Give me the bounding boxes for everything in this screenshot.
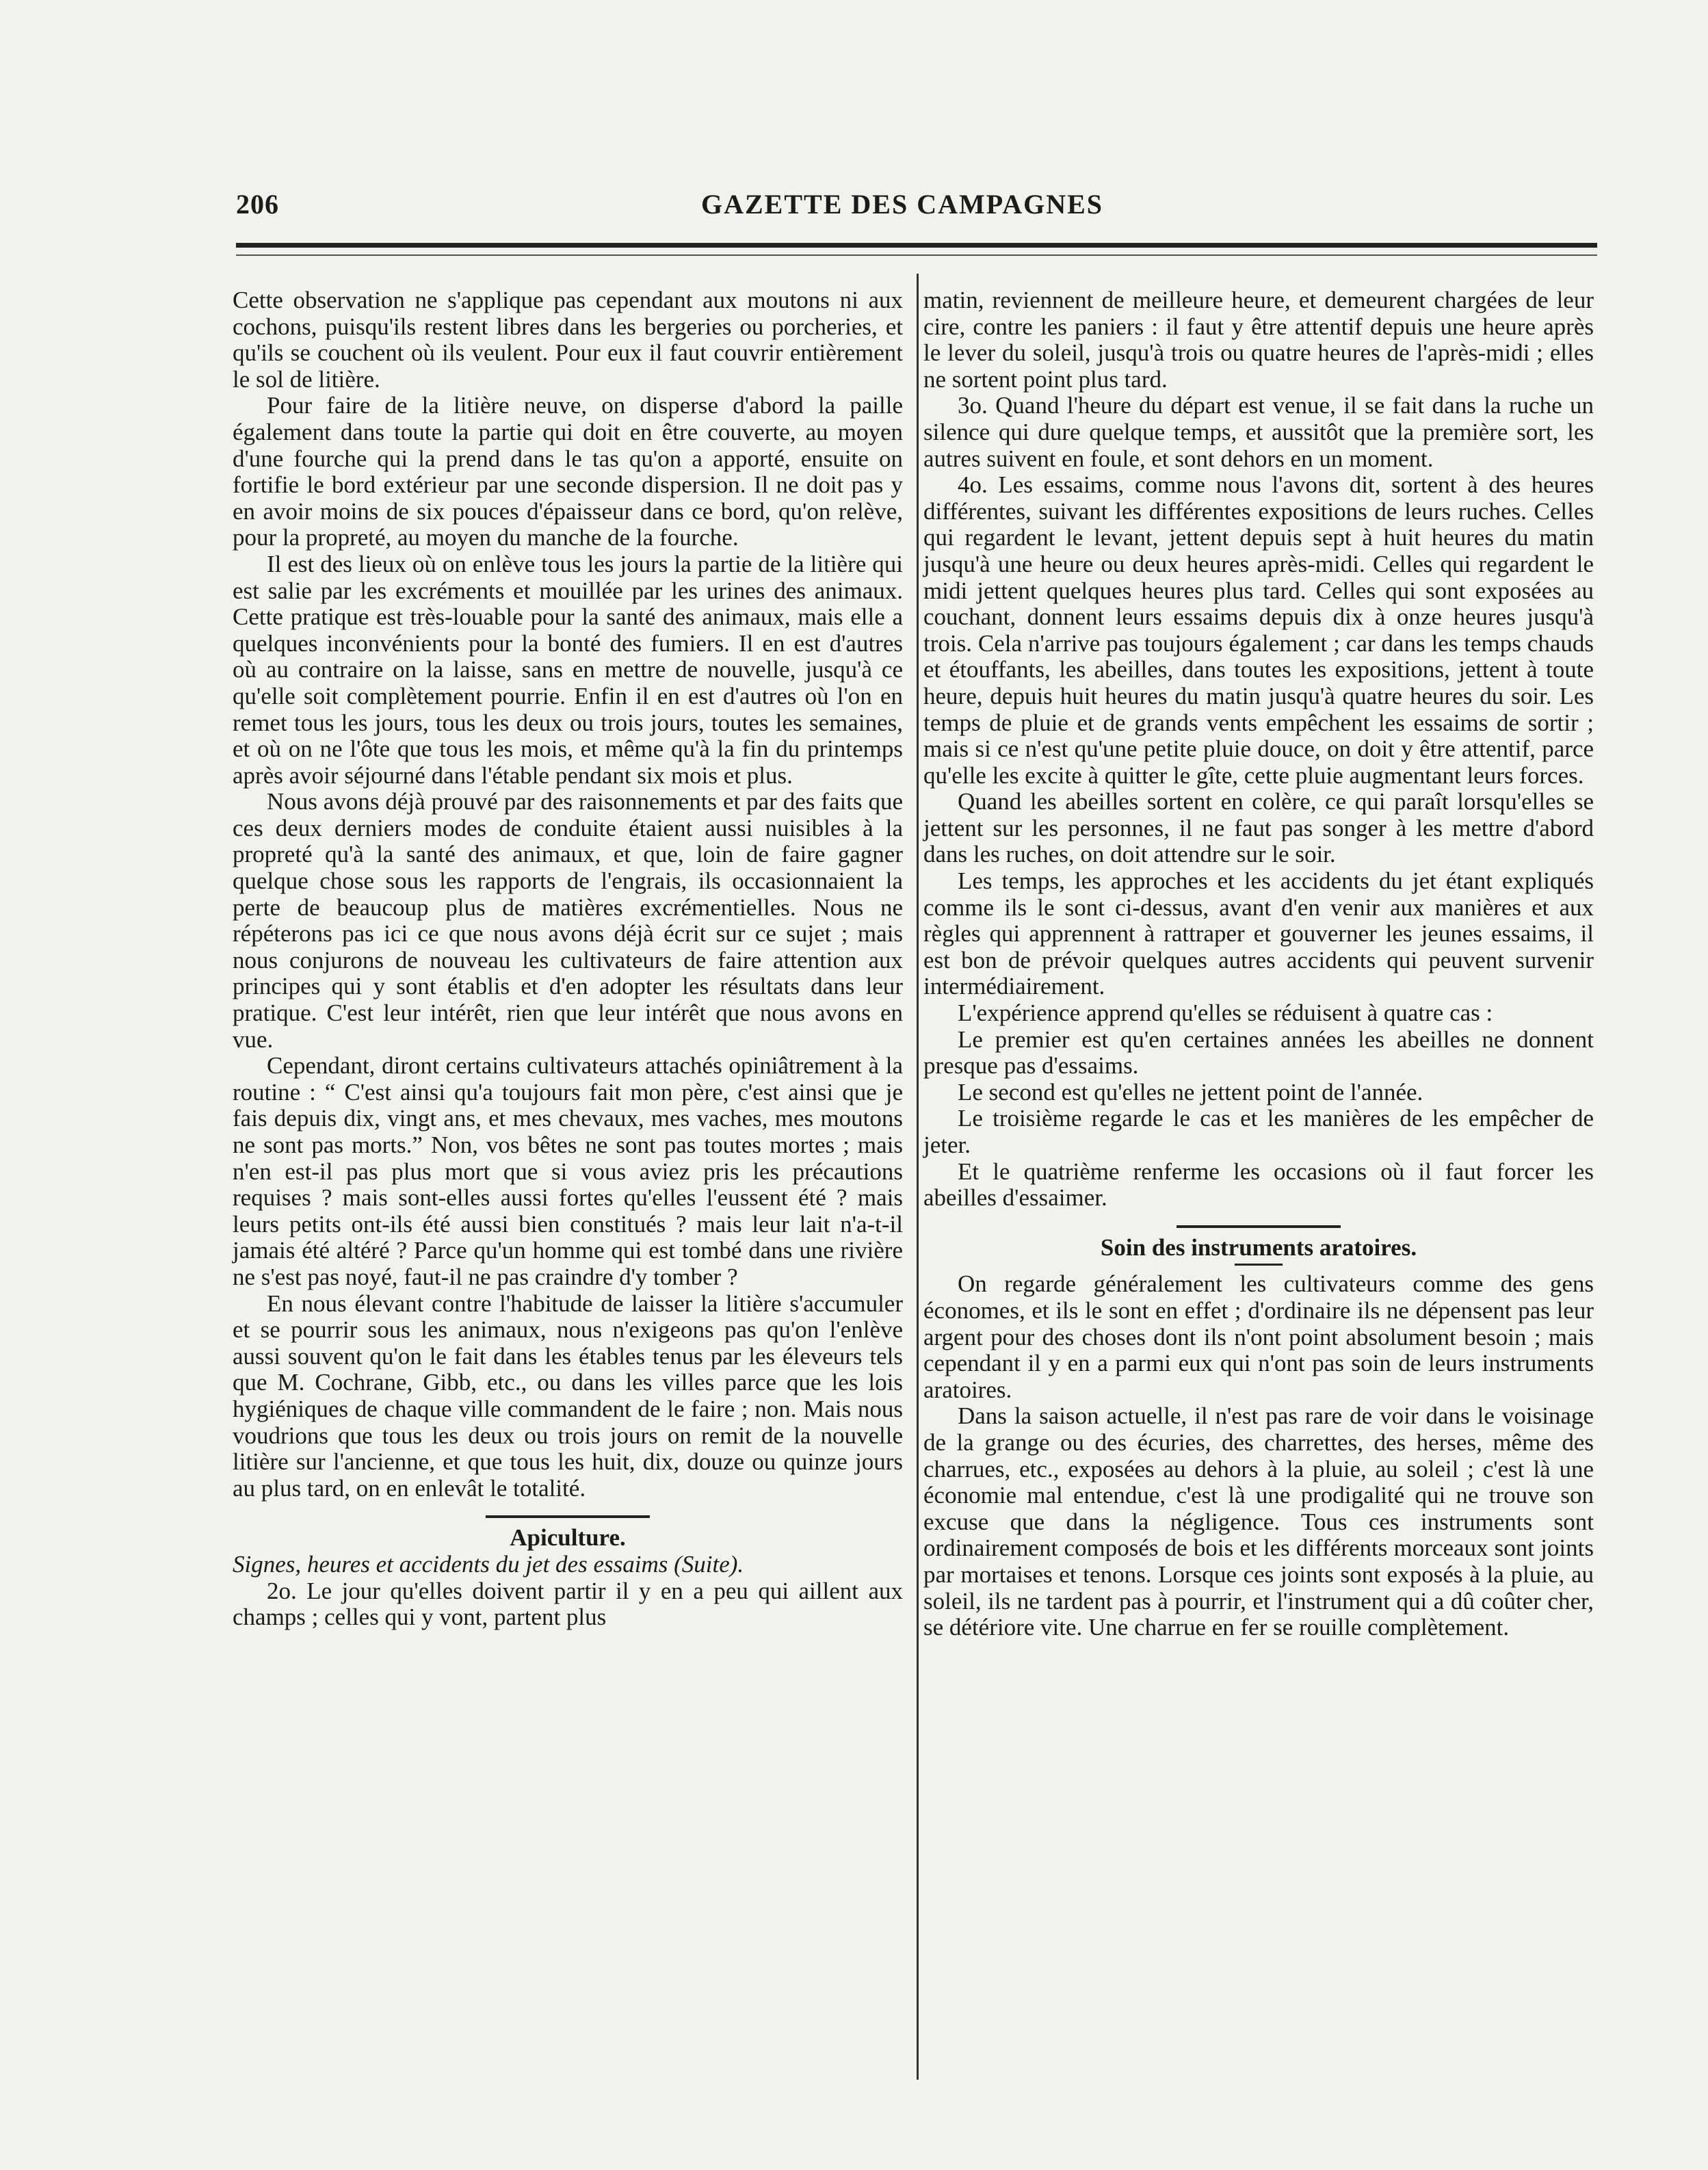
right-paragraph-9: Et le quatrième renferme les occasions où il faut forcer les abeilles d'essaimer. <box>923 1158 1594 1212</box>
instruments-paragraph-2: Dans la saison actuelle, il n'est pas rare de voir dans le voisinage de la grange ou des écuries, des charrettes, des herses, même des charrues, etc., exposées au dehors à la pluie, au soleil ; c'est là une économie mal entendue, c'est là une prodigalité qui ne trouve son excuse que dans la négligence. Tous ces instruments sont ordinairement composés de bois et les différents morceaux sont joints par mortaises et tenons. Lorsque ces joints sont exposés à la pluie, au soleil, ils ne tardent pas à pourrir, et l'instrument qui a dû coûter cher, se détériore vite. Une charrue en fer se rouille complètement. <box>923 1402 1594 1641</box>
right-paragraph-5: L'expérience apprend qu'elles se réduisent à quatre cas : <box>958 999 1493 1027</box>
header-rule <box>236 243 1597 248</box>
right-paragraph-6: Le premier est qu'en certaines années les abeilles ne donnent presque pas d'essaims. <box>923 1025 1594 1080</box>
section-ornament-rule <box>486 1515 650 1518</box>
left-paragraph-1: Cette observation ne s'applique pas cependant aux moutons ni aux cochons, puisqu'ils restent libres dans les bergeries ou porcheries, et qu'ils se couchent où ils veulent. Pour eux il faut couvrir entièrement le sol de litière. <box>233 287 903 393</box>
section-title-instruments: Soin des instruments aratoires. <box>1100 1233 1417 1261</box>
right-paragraph-1: 3o. Quand l'heure du départ est venue, il se fait dans la ruche un silence qui dure quelque temps, et aussitôt que la première sort, les autres suivent en foule, et sont dehors en un moment. <box>923 392 1594 472</box>
right-continuation: matin, reviennent de meilleure heure, et demeurent chargées de leur cire, contre les paniers : il faut y être attentif depuis une heure après le lever du soleil, jusqu'à trois ou quatre heures de l'après-midi ; elles ne sortent point plus tard. <box>923 287 1594 393</box>
section-subtitle: Signes, heures et accidents du jet des essaims (Suite). <box>233 1550 744 1578</box>
section-ornament-rule-2 <box>1177 1225 1341 1228</box>
header-rule-thin <box>236 254 1597 256</box>
right-column <box>923 287 1594 1641</box>
right-paragraph-3: Quand les abeilles sortent en colère, ce qui paraît lorsqu'elles se jettent sur les personnes, il ne faut pas songer à les mettre d'abord dans les ruches, on doit attendre sur le soir. <box>923 788 1594 868</box>
right-paragraph-4: Les temps, les approches et les accidents du jet étant expliqués comme ils le sont ci-dessus, avant d'en venir aux manières et aux règles qui apprennent à rattraper et gouverner les jeunes essaims, il est bon de prévoir quelques autres accidents qui peuvent survenir intermédiairement. <box>923 867 1594 1000</box>
section-short-rule <box>1235 1264 1283 1266</box>
left-paragraph-5: Cependant, diront certains cultivateurs attachés opiniâtrement à la routine : “ C'est ainsi qu'a toujours fait mon père, c'est ainsi que je fais depuis dix, vingt ans, et mes chevaux, mes vaches, mes moutons ne sont pas morts.” Non, vos bêtes ne sont pas toutes mortes ; mais n'en est-il pas plus mort que si vous aviez pris les précautions requises ? mais sont-elles aussi fortes qu'elles l'eussent été ? mais leurs petits ont-ils été aussi bien constitués ? mais leur lait n'a-t-il jamais été altéré ? Parce qu'un homme qui est tombé dans une rivière ne s'est pas noyé, faut-il ne pas craindre d'y tomber ? <box>233 1052 903 1290</box>
right-paragraph-8: Le troisième regarde le cas et les manières de les empêcher de jeter. <box>923 1105 1594 1158</box>
journal-title: GAZETTE DES CAMPAGNES <box>701 189 1104 220</box>
left-paragraph-2: Pour faire de la litière neuve, on disperse d'abord la paille également dans toute la partie qui doit en être couverte, au moyen d'une fourche qui la prend dans le tas qu'on a apporté, ensuite on fortifie le bord extérieur par une seconde dispersion. Il ne doit pas y en avoir moins de six pouces d'épaisseur dans ce bord, qu'on relève, pour la propreté, au moyen du manche de la fourche. <box>233 392 903 551</box>
instruments-paragraph-1: On regarde généralement les cultivateurs comme des gens économes, et ils le sont en effet ; d'ordinaire ils ne dépensent pas leur argent pour des choses dont ils n'ont point absolument besoin ; mais cependant il y en a parmi eux qui n'ont pas soin de leurs instruments aratoires. <box>923 1270 1594 1403</box>
column-divider <box>917 274 919 2080</box>
left-column <box>233 287 903 1631</box>
left-continuation: 2o. Le jour qu'elles doivent partir il y en a peu qui aillent aux champs ; celles qui y vont, partent plus <box>233 1577 903 1631</box>
right-paragraph-7: Le second est qu'elles ne jettent point de l'année. <box>958 1078 1423 1106</box>
left-paragraph-4: Nous avons déjà prouvé par des raisonnements et par des faits que ces deux derniers modes de conduite étaient aussi nuisibles à la propreté qu'à la santé des animaux, et que, loin de faire gagner quelque chose sous les rapports de l'engrais, ils occasionnaient la perte de beaucoup plus de matières excrémentielles. Nous ne répéterons pas ici ce que nous avons déjà écrit sur ce sujet ; mais nous conjurons de nouveau les cultivateurs de faire attention aux principes qui y sont établis et d'en adopter les résultats dans leur pratique. C'est leur intérêt, rien que leur intérêt que nous avons en vue. <box>233 788 903 1053</box>
page-number: 206 <box>236 189 279 220</box>
section-title-apiculture: Apiculture. <box>510 1524 626 1552</box>
page-header <box>236 188 1597 229</box>
right-paragraph-2: 4o. Les essaims, comme nous l'avons dit, sortent à des heures différentes, suivant les différentes expositions de leurs ruches. Celles qui regardent le levant, jettent depuis sept à huit heures du matin jusqu'à une heure ou deux heures après-midi. Celles qui regardent le midi jettent quelques heures plus tard. Celles qui sont exposées au couchant, donnent leurs essaims depuis dix à onze heures jusqu'à trois. Cela n'arrive pas toujours également ; car dans les temps chauds et étouffants, les abeilles, dans toutes les expositions, jettent à toute heure, depuis huit heures du matin jusqu'à quatre heures du soir. Les temps de pluie et de grands vents empêchent les essaims de sortir ; mais si ce n'est qu'une petite pluie douce, on doit y être attentif, parce qu'elle les excite à quitter le gîte, cette pluie augmentant leurs forces. <box>923 471 1594 789</box>
left-paragraph-6: En nous élevant contre l'habitude de laisser la litière s'accumuler et se pourrir sous les animaux, nous n'exigeons pas qu'on l'enlève aussi souvent qu'on le fait dans les étables tenus par les éleveurs tels que M. Cochrane, Gibb, etc., ou dans les villes parce que les lois hygiéniques de chaque ville commandent de le faire ; non. Mais nous voudrions que tous les deux ou trois jours on remit de la nouvelle litière sur l'ancienne, et que tous les huit, dix, douze ou quinze jours au plus tard, on en enlevât le totalité. <box>233 1290 903 1502</box>
left-paragraph-3: Il est des lieux où on enlève tous les jours la partie de la litière qui est salie par les excréments et mouillée par les urines des animaux. Cette pratique est très-louable pour la santé des animaux, mais elle a quelques inconvénients pour la bonté des fumiers. Il en est d'autres où au contraire on la laisse, sans en mettre de nouvelle, jusqu'à ce qu'elle soit complètement pourrie. Enfin il en est d'autres où l'on en remet tous les jours, tous les deux ou trois jours, toutes les semaines, et où on ne l'ôte que tous les mois, et même qu'à la fin du printemps après avoir séjourné dans l'étable pendant six mois et plus. <box>233 550 903 789</box>
